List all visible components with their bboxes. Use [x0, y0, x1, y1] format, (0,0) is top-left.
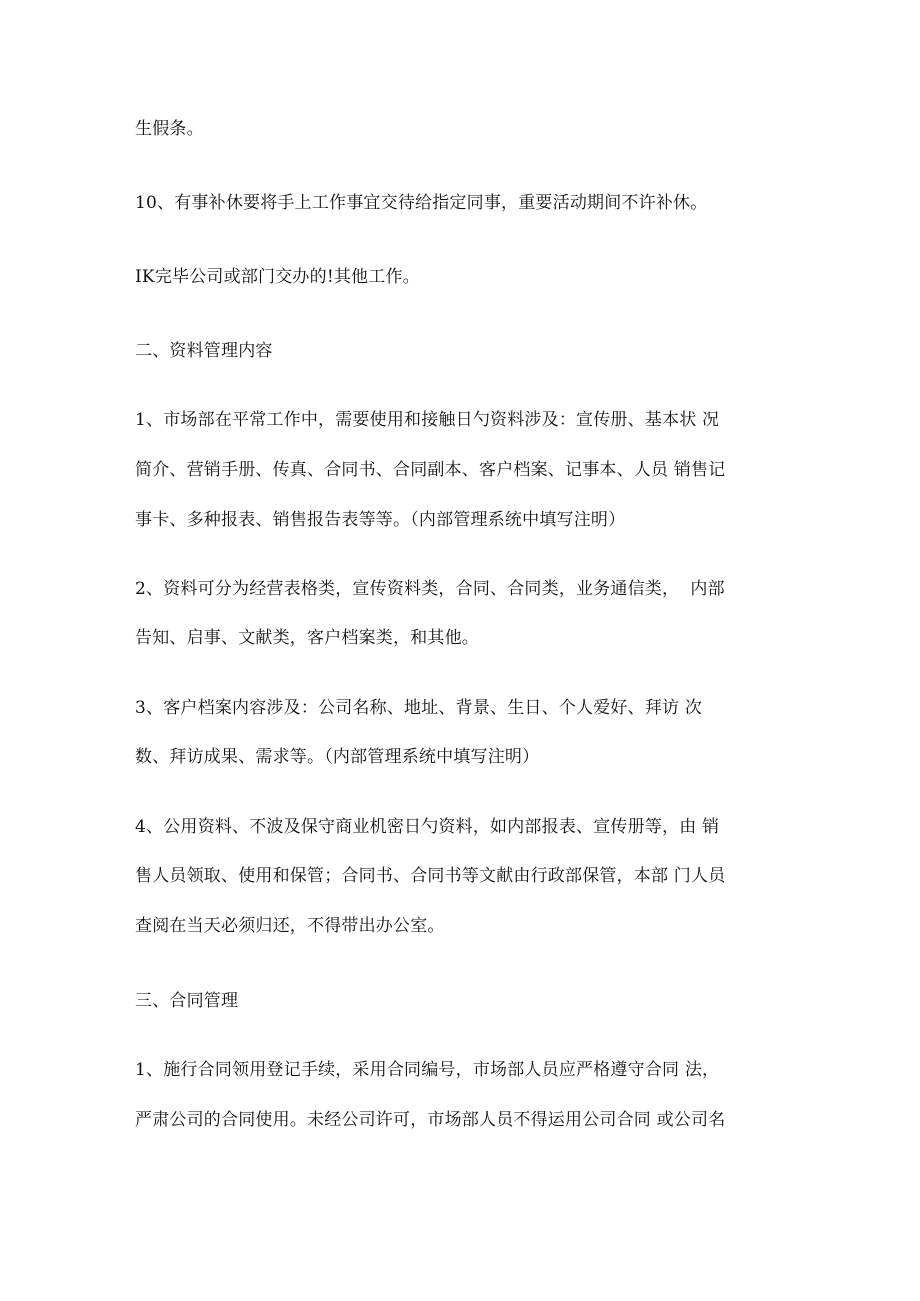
- section-heading: 三、合同管理: [135, 991, 239, 1011]
- text-line: 4、公用资料、不波及保守商业机密日勺资料，如内部报表、宣传册等，由 销: [135, 817, 720, 837]
- text-line: IK完毕公司或部门交办的!其他工作。: [135, 267, 420, 287]
- text-line: 事卡、多种报表、销售报告表等等。（内部管理系统中填写注明）: [135, 510, 626, 530]
- text-line: 2、资料可分为经营表格类，宣传资料类，合同、合同类，业务通信类， 内部: [135, 579, 725, 599]
- text-line: 1、市场部在平常工作中，需要使用和接触日勺资料涉及：宣传册、基本状 况: [135, 410, 720, 430]
- text-line: 10、有事补休要将手上工作事宜交待给指定同事，重要活动期间不许补休。: [135, 193, 708, 213]
- text-line: 告知、启事、文献类，客户档案类，和其他。: [135, 628, 479, 648]
- text-line: 3、客户档案内容涉及：公司名称、地址、背景、生日、个人爱好、拜访 次: [135, 698, 703, 718]
- text-line: 售人员领取、使用和保管；合同书、合同书等文献由行政部保管，本部 门人员: [135, 866, 726, 886]
- text-line: 严肃公司的合同使用。未经公司许可，市场部人员不得运用公司合同 或公司名: [135, 1110, 726, 1130]
- text-line: 1、施行合同领用登记手续，采用合同编号，市场部人员应严格遵守合同 法，: [135, 1060, 720, 1080]
- text-line: 查阅在当天必须归还，不得带出办公室。: [135, 916, 445, 936]
- text-line: 数、拜访成果、需求等。（内部管理系统中填写注明）: [135, 747, 540, 767]
- text-line: 简介、营销手册、传真、合同书、合同副本、客户档案、记事本、人员 销售记: [135, 460, 726, 480]
- section-heading: 二、资料管理内容: [135, 341, 273, 361]
- text-line: 生假条。: [135, 119, 204, 139]
